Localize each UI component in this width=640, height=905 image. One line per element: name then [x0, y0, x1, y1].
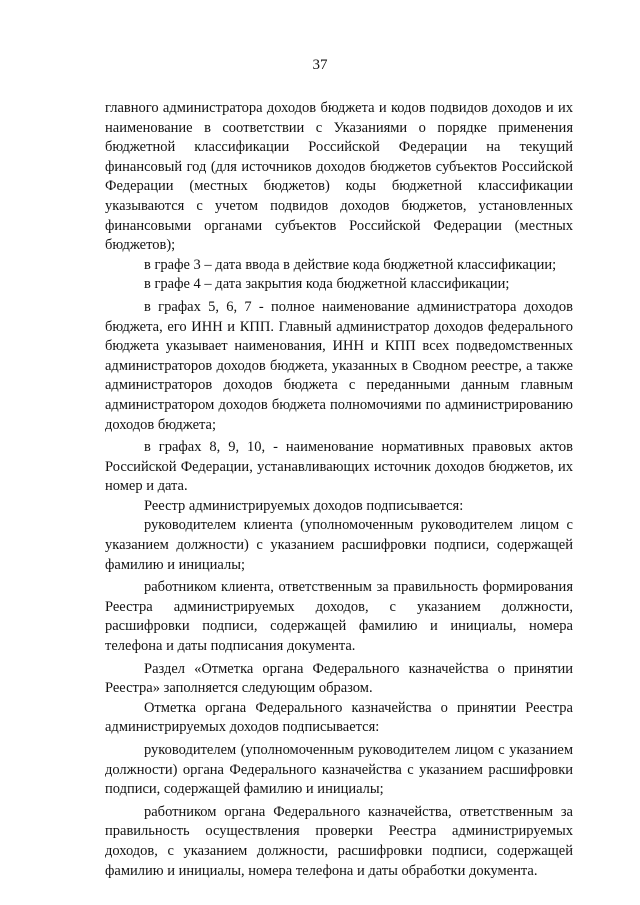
paragraph-columns-5-7: в графах 5, 6, 7 - полное наименование администратора доходов бюджета, его ИНН и КПП. Главный администратор доходов федерального бюджета указывает наименования, ИНН и КПП всех подведомственных администраторов доходов бюджета, указанных в Сводном реестре, а также администраторов доходов бюджета с переданными данным главным администратором доходов бюджета полномочиями по администрированию доходов бюджета;: [105, 298, 573, 433]
paragraph-treasury-head: руководителем (уполномоченным руководителем лицом с указанием должности) органа Федерального казначейства с указанием расшифровки подписи, содержащей фамилию и инициалы;: [105, 742, 573, 798]
paragraph-continuation: главного администратора доходов бюджета и кодов подвидов доходов и их наименование в соответствии с Указаниями о порядке применения бюджетной классификации Российской Федерации на текущий финансовый год (для источников доходов бюджетов субъектов Российской Федерации (местных бюджетов) коды бюджетной классификации указываются с учетом подвидов доходов бюджетов, установленных финансовыми органами субъектов Российской Федерации (местных бюджетов);: [105, 100, 573, 254]
paragraph-treasury-mark: Отметка органа Федерального казначейства о принятии Реестра администрируемых доходов подписывается:: [105, 699, 573, 736]
paragraph-client-head: руководителем клиента (уполномоченным руководителем лицом с указанием должности) с указанием расшифровки подписи, содержащей фамилию и инициалы;: [105, 517, 573, 573]
paragraph-column-3: в графе 3 – дата ввода в действие кода бюджетной классификации;: [144, 256, 557, 273]
paragraph-section-mark: Раздел «Отметка органа Федерального казначейства о принятии Реестра» заполняется следующим образом.: [105, 660, 573, 697]
paragraph-column-4: в графе 4 – дата закрытия кода бюджетной классификации;: [144, 276, 510, 293]
paragraph-columns-8-10: в графах 8, 9, 10, - наименование нормативных правовых актов Российской Федерации, устанавливающих источник доходов бюджетов, их номер и дата.: [105, 439, 573, 495]
paragraph-registry-signed: Реестр администрируемых доходов подписывается:: [144, 497, 464, 514]
page-number: 37: [312, 57, 328, 73]
paragraph-client-employee: работником клиента, ответственным за правильность формирования Реестра администрируемых доходов, с указанием должности, расшифровки подписи, содержащей фамилию и инициалы, номера телефона и даты подписания документа.: [105, 579, 573, 655]
document-body: [105, 99, 573, 881]
paragraph-treasury-employee: работником органа Федерального казначейства, ответственным за правильность осуществления проверки Реестра администрируемых доходов, с указанием должности, расшифровки подписи, содержащей фамилию и инициалы, номера телефона и даты обработки документа.: [105, 803, 573, 879]
